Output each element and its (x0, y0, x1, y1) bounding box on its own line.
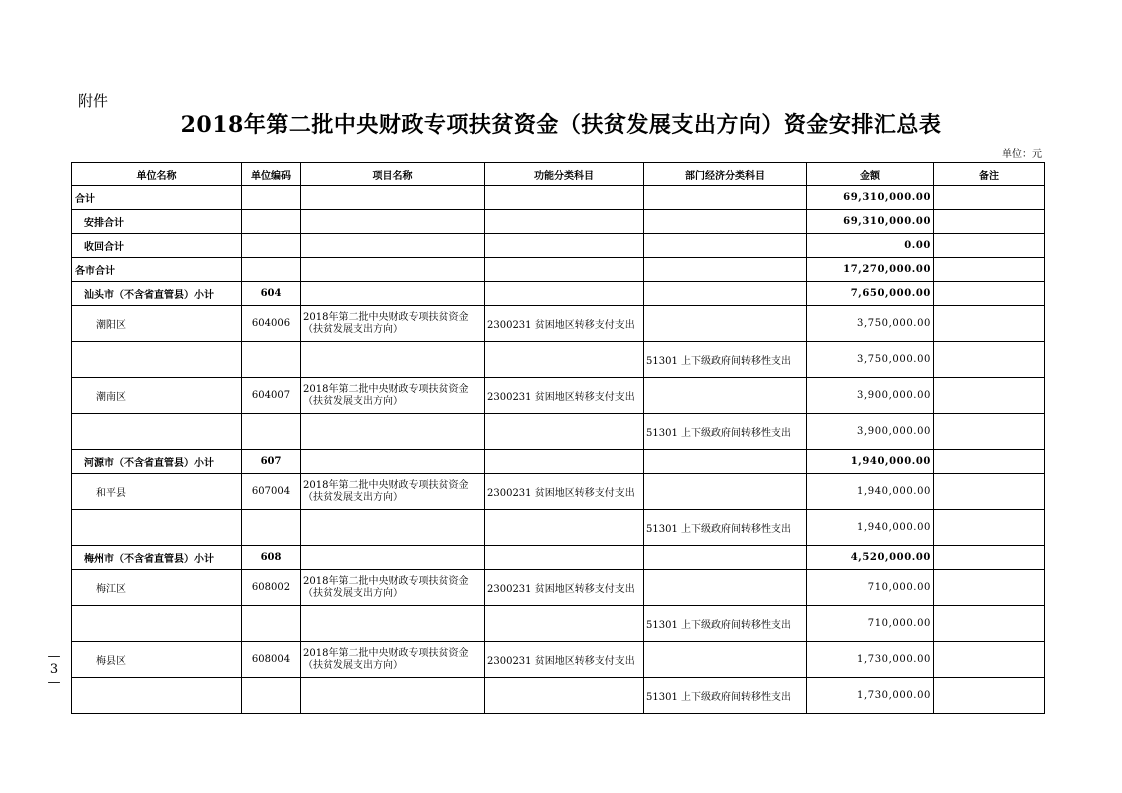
function-class-cell: 2300231 贫困地区转移支付支出 (485, 378, 644, 414)
column-header: 金额 (807, 163, 934, 186)
project-cell: 2018年第二批中央财政专项扶贫资金（扶贫发展支出方向） (301, 642, 485, 678)
unit-code-cell: 604007 (242, 378, 301, 414)
amount-cell: 17,270,000.00 (807, 258, 934, 282)
project-cell: 2018年第二批中央财政专项扶贫资金（扶贫发展支出方向） (301, 570, 485, 606)
function-class-cell (485, 414, 644, 450)
table-row (72, 570, 1045, 606)
unit-code-cell (242, 342, 301, 378)
economic-class-cell: 51301 上下级政府间转移性支出 (644, 678, 807, 714)
table-row (72, 234, 1045, 258)
amount-cell: 4,520,000.00 (807, 546, 934, 570)
table-row (72, 546, 1045, 570)
economic-class-cell (644, 642, 807, 678)
function-class-cell (485, 678, 644, 714)
amount-cell: 1,730,000.00 (807, 678, 934, 714)
economic-class-cell (644, 378, 807, 414)
column-header: 单位名称 (72, 163, 242, 186)
unit-name-cell (72, 678, 242, 714)
economic-class-cell (644, 450, 807, 474)
unit-code-cell (242, 234, 301, 258)
unit-name-cell: 和平县 (72, 474, 242, 510)
economic-class-cell (644, 546, 807, 570)
amount-cell: 3,750,000.00 (807, 306, 934, 342)
note-cell (934, 510, 1045, 546)
note-cell (934, 342, 1045, 378)
note-cell (934, 450, 1045, 474)
table-row (72, 414, 1045, 450)
unit-name-cell: 合计 (72, 186, 242, 210)
amount-cell: 69,310,000.00 (807, 186, 934, 210)
economic-class-cell (644, 282, 807, 306)
unit-code-cell: 608004 (242, 642, 301, 678)
column-header: 功能分类科目 (485, 163, 644, 186)
note-cell (934, 546, 1045, 570)
table-row (72, 210, 1045, 234)
unit-name-cell: 潮阳区 (72, 306, 242, 342)
function-class-cell (485, 186, 644, 210)
note-cell (934, 258, 1045, 282)
project-cell (301, 450, 485, 474)
function-class-cell (485, 210, 644, 234)
unit-name-cell: 潮南区 (72, 378, 242, 414)
function-class-cell (485, 510, 644, 546)
unit-name-cell: 梅县区 (72, 642, 242, 678)
table-row (72, 642, 1045, 678)
economic-class-cell: 51301 上下级政府间转移性支出 (644, 414, 807, 450)
allocation-table (71, 162, 1045, 714)
unit-code-cell (242, 678, 301, 714)
table-row (72, 258, 1045, 282)
note-cell (934, 210, 1045, 234)
project-cell (301, 606, 485, 642)
economic-class-cell: 51301 上下级政府间转移性支出 (644, 606, 807, 642)
unit-code-cell (242, 414, 301, 450)
note-cell (934, 678, 1045, 714)
page-title: 2018年第二批中央财政专项扶贫资金（扶贫发展支出方向）资金安排汇总表 (180, 112, 942, 138)
function-class-cell: 2300231 贫困地区转移支付支出 (485, 474, 644, 510)
page-number: — 3 — (47, 649, 61, 690)
table-row (72, 342, 1045, 378)
table-row (72, 510, 1045, 546)
amount-cell: 710,000.00 (807, 570, 934, 606)
note-cell (934, 642, 1045, 678)
unit-name-cell: 梅江区 (72, 570, 242, 606)
note-cell (934, 570, 1045, 606)
note-cell (934, 606, 1045, 642)
function-class-cell: 2300231 贫困地区转移支付支出 (485, 306, 644, 342)
project-cell (301, 282, 485, 306)
note-cell (934, 378, 1045, 414)
column-header: 备注 (934, 163, 1045, 186)
unit-name-cell (72, 342, 242, 378)
unit-name-cell: 收回合计 (72, 234, 242, 258)
economic-class-cell (644, 186, 807, 210)
amount-cell: 1,940,000.00 (807, 450, 934, 474)
unit-code-cell: 607004 (242, 474, 301, 510)
unit-name-cell: 河源市（不含省直管县）小计 (72, 450, 242, 474)
project-cell (301, 186, 485, 210)
project-cell (301, 258, 485, 282)
column-header: 项目名称 (301, 163, 485, 186)
amount-cell: 1,940,000.00 (807, 510, 934, 546)
unit-code-cell (242, 510, 301, 546)
unit-code-cell (242, 186, 301, 210)
column-header: 部门经济分类科目 (644, 163, 807, 186)
function-class-cell (485, 546, 644, 570)
project-cell (301, 678, 485, 714)
unit-code-cell: 604006 (242, 306, 301, 342)
table-row (72, 606, 1045, 642)
project-cell (301, 414, 485, 450)
table-row (72, 378, 1045, 414)
attachment-label: 附件 (78, 92, 109, 110)
table-row (72, 450, 1045, 474)
note-cell (934, 282, 1045, 306)
note-cell (934, 234, 1045, 258)
project-cell: 2018年第二批中央财政专项扶贫资金（扶贫发展支出方向） (301, 306, 485, 342)
function-class-cell: 2300231 贫困地区转移支付支出 (485, 642, 644, 678)
unit-name-cell (72, 510, 242, 546)
unit-code-cell: 604 (242, 282, 301, 306)
project-cell (301, 210, 485, 234)
function-class-cell: 2300231 贫困地区转移支付支出 (485, 570, 644, 606)
unit-name-cell (72, 606, 242, 642)
function-class-cell (485, 258, 644, 282)
amount-cell: 0.00 (807, 234, 934, 258)
unit-name-cell: 各市合计 (72, 258, 242, 282)
unit-code-cell: 608 (242, 546, 301, 570)
unit-code-cell (242, 210, 301, 234)
unit-name-cell: 安排合计 (72, 210, 242, 234)
unit-name-cell: 梅州市（不含省直管县）小计 (72, 546, 242, 570)
table-header-row (72, 163, 1045, 186)
project-cell (301, 342, 485, 378)
function-class-cell (485, 342, 644, 378)
amount-cell: 1,940,000.00 (807, 474, 934, 510)
note-cell (934, 474, 1045, 510)
project-cell (301, 234, 485, 258)
unit-code-cell: 608002 (242, 570, 301, 606)
economic-class-cell (644, 258, 807, 282)
economic-class-cell: 51301 上下级政府间转移性支出 (644, 342, 807, 378)
note-cell (934, 186, 1045, 210)
amount-cell: 3,900,000.00 (807, 414, 934, 450)
unit-code-cell (242, 606, 301, 642)
project-cell (301, 546, 485, 570)
amount-cell: 3,900,000.00 (807, 378, 934, 414)
amount-cell: 69,310,000.00 (807, 210, 934, 234)
project-cell: 2018年第二批中央财政专项扶贫资金（扶贫发展支出方向） (301, 474, 485, 510)
function-class-cell (485, 450, 644, 474)
unit-code-cell (242, 258, 301, 282)
note-cell (934, 306, 1045, 342)
amount-cell: 1,730,000.00 (807, 642, 934, 678)
function-class-cell (485, 606, 644, 642)
economic-class-cell (644, 306, 807, 342)
table-row (72, 282, 1045, 306)
project-cell (301, 510, 485, 546)
table-row (72, 186, 1045, 210)
table-row (72, 678, 1045, 714)
amount-cell: 7,650,000.00 (807, 282, 934, 306)
function-class-cell (485, 282, 644, 306)
economic-class-cell: 51301 上下级政府间转移性支出 (644, 510, 807, 546)
economic-class-cell (644, 234, 807, 258)
amount-cell: 710,000.00 (807, 606, 934, 642)
table-row (72, 474, 1045, 510)
note-cell (934, 414, 1045, 450)
economic-class-cell (644, 570, 807, 606)
economic-class-cell (644, 210, 807, 234)
table-row (72, 306, 1045, 342)
economic-class-cell (644, 474, 807, 510)
unit-label: 单位：元 (1002, 149, 1042, 160)
unit-code-cell: 607 (242, 450, 301, 474)
unit-name-cell: 汕头市（不含省直管县）小计 (72, 282, 242, 306)
unit-name-cell (72, 414, 242, 450)
function-class-cell (485, 234, 644, 258)
column-header: 单位编码 (242, 163, 301, 186)
amount-cell: 3,750,000.00 (807, 342, 934, 378)
project-cell: 2018年第二批中央财政专项扶贫资金（扶贫发展支出方向） (301, 378, 485, 414)
